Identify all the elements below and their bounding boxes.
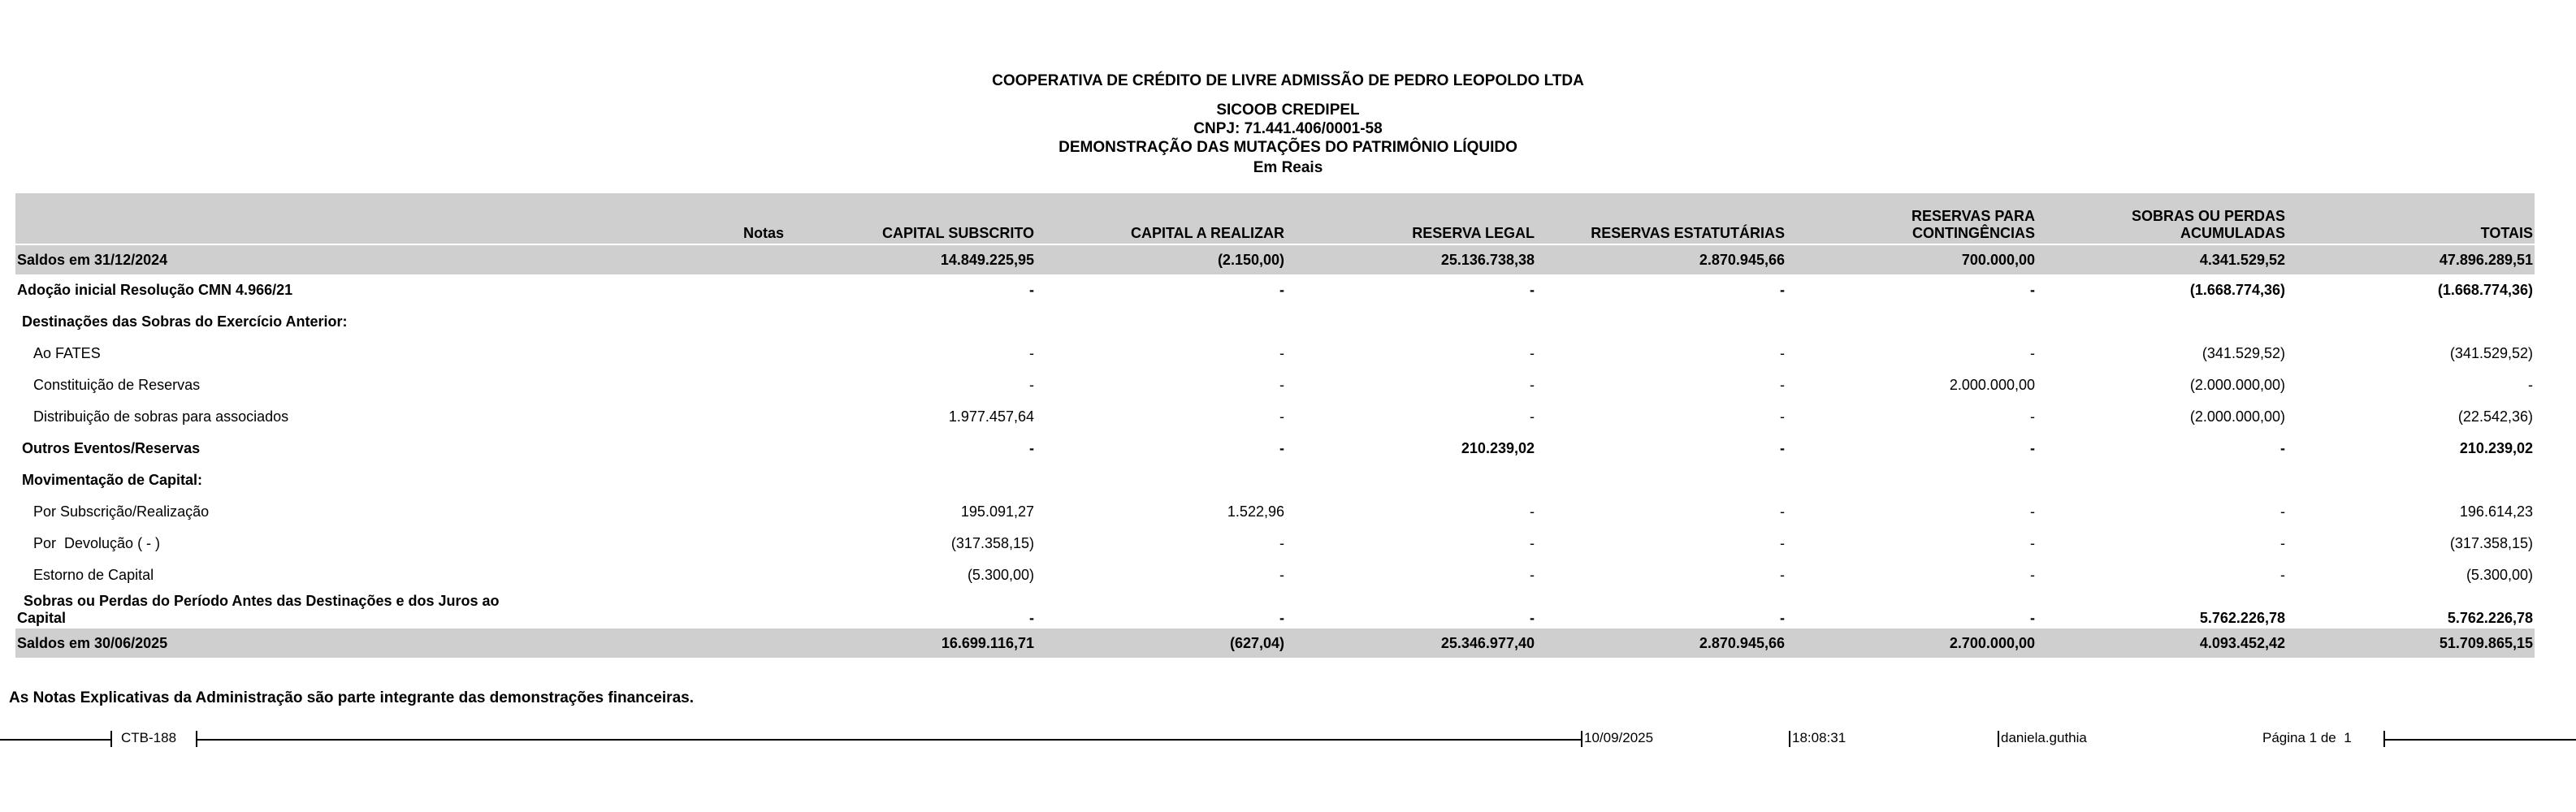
table-header-row [15, 193, 2535, 244]
table-row [15, 274, 2535, 306]
cell-sobras-perdas: (341.529,52) [2202, 345, 2285, 361]
table-row [15, 433, 2535, 464]
row-label: Estorno de Capital [33, 567, 154, 583]
cell-capital-subscrito: - [1029, 282, 1034, 298]
cell-reserva-legal: - [1530, 567, 1535, 583]
cell-sobras-perdas: (2.000.000,00) [2189, 377, 2285, 393]
footer-tick [1789, 731, 1790, 747]
section-label: Movimentação de Capital: [22, 472, 203, 488]
cell-capital-a-realizar: - [1279, 282, 1284, 298]
cell-sobras-perdas: 5.762.226,78 [2199, 610, 2285, 626]
report-code: CTB-188 [121, 730, 177, 745]
cell-notas [537, 559, 786, 591]
row-label: Por Subscrição/Realização [33, 503, 210, 520]
table-row [15, 591, 2535, 628]
cell-reservas-estatutarias: 2.870.945,66 [1536, 628, 1786, 658]
cell-capital-a-realizar: (627,04) [1036, 628, 1286, 658]
section-row [15, 306, 2535, 338]
brand-name: SICOOB CREDIPEL [1216, 102, 1360, 119]
cell-sobras-perdas: (1.668.774,36) [2189, 282, 2285, 298]
cell-capital-subscrito: 14.849.225,95 [786, 245, 1036, 274]
cell-reservas-contingencias: - [2030, 503, 2035, 520]
cell-capital-subscrito: (317.358,15) [950, 535, 1034, 551]
cell-sobras-perdas: 4.341.529,52 [2037, 245, 2287, 274]
page-number: Página 1 de 1 [2262, 730, 2352, 745]
footer-rule [197, 739, 1581, 741]
table-row [15, 496, 2535, 528]
cell-reserva-legal: 210.239,02 [1461, 440, 1535, 456]
col-capital-subscrito: CAPITAL SUBSCRITO [786, 193, 1036, 244]
cell-notas [537, 628, 786, 658]
cell-sobras-perdas: - [2280, 567, 2285, 583]
footer-tick [1581, 731, 1582, 747]
cell-reservas-estatutarias: - [1780, 535, 1785, 551]
table-row [15, 401, 2535, 433]
cell-capital-a-realizar: - [1279, 610, 1284, 626]
cell-capital-subscrito: 195.091,27 [960, 503, 1034, 520]
cell-capital-subscrito: - [1029, 377, 1034, 393]
cell-reservas-contingencias: 700.000,00 [1786, 245, 2037, 274]
cell-totais: 196.614,23 [2459, 503, 2533, 520]
col-reservas-contingencias [1786, 193, 2037, 244]
cell-reservas-estatutarias: - [1780, 345, 1785, 361]
cell-sobras-perdas: (2.000.000,00) [2189, 408, 2285, 425]
cell-capital-a-realizar: - [1279, 535, 1284, 551]
cell-capital-a-realizar: 1.522,96 [1227, 503, 1284, 520]
cell-capital-a-realizar: - [1279, 567, 1284, 583]
row-label: Outros Eventos/Reservas [22, 440, 201, 456]
cell-reservas-contingencias: - [2030, 282, 2035, 298]
cell-capital-a-realizar: (2.150,00) [1036, 245, 1286, 274]
col-sobras-perdas-line1: SOBRAS OU PERDAS [2131, 208, 2285, 224]
statement-title: DEMONSTRAÇÃO DAS MUTAÇÕES DO PATRIMÔNIO LÍQUIDO [1059, 139, 1517, 156]
cell-sobras-perdas: - [2280, 440, 2285, 456]
row-label: Por Devolução ( - ) [33, 535, 161, 551]
footer-rule [0, 739, 110, 741]
col-sobras-perdas [2037, 193, 2287, 244]
cell-notas [537, 433, 786, 464]
cell-capital-subscrito: 16.699.116,71 [786, 628, 1036, 658]
row-label: Saldos em 30/06/2025 [15, 628, 537, 658]
col-sobras-perdas-line2: ACUMULADAS [2180, 225, 2285, 241]
cell-totais: 51.709.865,15 [2287, 628, 2535, 658]
footer-tick [110, 731, 112, 747]
cell-capital-a-realizar: - [1279, 440, 1284, 456]
col-capital-a-realizar: CAPITAL A REALIZAR [1036, 193, 1286, 244]
cell-reservas-contingencias: - [2030, 567, 2035, 583]
cell-sobras-perdas: - [2280, 503, 2285, 520]
cell-totais: (1.668.774,36) [2437, 282, 2533, 298]
row-label-line2: Capital [17, 610, 67, 626]
cell-totais: 47.896.289,51 [2287, 245, 2535, 274]
col-reservas-contingencias-line1: RESERVAS PARA [1911, 208, 2035, 224]
cell-sobras-perdas: - [2280, 535, 2285, 551]
section-row [15, 464, 2535, 496]
equity-changes-table [15, 193, 2535, 658]
table-row [15, 559, 2535, 591]
cell-sobras-perdas: 4.093.452,42 [2037, 628, 2287, 658]
table-row [15, 245, 2535, 274]
row-label: Distribuição de sobras para associados [33, 408, 289, 425]
cell-totais: - [2528, 377, 2533, 393]
cell-reserva-legal: - [1530, 535, 1535, 551]
cell-capital-subscrito: (5.300,00) [967, 567, 1034, 583]
cell-totais: 5.762.226,78 [2447, 610, 2533, 626]
cell-reservas-contingencias: - [2030, 345, 2035, 361]
cell-reservas-contingencias: 2.000.000,00 [1949, 377, 2035, 393]
cell-notas [537, 401, 786, 433]
row-label: Constituição de Reservas [33, 377, 201, 393]
cell-reservas-estatutarias: - [1780, 610, 1785, 626]
cell-notas [537, 369, 786, 401]
cell-capital-subscrito: - [1029, 440, 1034, 456]
cell-totais: (341.529,52) [2449, 345, 2533, 361]
cell-notas [537, 245, 786, 274]
cell-notas [537, 591, 786, 628]
header-blank [15, 193, 537, 244]
footer-rule [2385, 739, 2576, 741]
cell-capital-subscrito: 1.977.457,64 [948, 408, 1034, 425]
table-row [15, 338, 2535, 369]
print-time: 18:08:31 [1792, 730, 1846, 745]
cell-reserva-legal: - [1530, 408, 1535, 425]
cell-reservas-estatutarias: - [1780, 377, 1785, 393]
row-label: Ao FATES [33, 345, 101, 361]
cell-reserva-legal: - [1530, 282, 1535, 298]
cell-notas [537, 338, 786, 369]
table-row [15, 369, 2535, 401]
col-reservas-contingencias-line2: CONTINGÊNCIAS [1911, 225, 2035, 241]
currency-unit: Em Reais [1253, 159, 1323, 176]
cell-totais: (22.542,36) [2457, 408, 2533, 425]
row-label [15, 591, 537, 628]
cell-reservas-estatutarias: - [1780, 567, 1785, 583]
col-reserva-legal: RESERVA LEGAL [1286, 193, 1536, 244]
cell-reserva-legal: - [1530, 377, 1535, 393]
cell-reservas-estatutarias: - [1780, 282, 1785, 298]
cell-reserva-legal: - [1530, 610, 1535, 626]
cnpj: CNPJ: 71.441.406/0001-58 [1193, 120, 1383, 137]
cell-reserva-legal: 25.346.977,40 [1286, 628, 1536, 658]
cell-totais: (5.300,00) [2466, 567, 2533, 583]
cell-capital-a-realizar: - [1279, 377, 1284, 393]
cell-reservas-contingencias: 2.700.000,00 [1786, 628, 2037, 658]
cell-reservas-contingencias: - [2030, 610, 2035, 626]
row-label-line1: Sobras ou Perdas do Período Antes das Destinações e dos Juros ao [24, 593, 500, 609]
section-label: Destinações das Sobras do Exercício Anterior: [22, 313, 348, 330]
cell-capital-a-realizar: - [1279, 345, 1284, 361]
col-reservas-estatutarias: RESERVAS ESTATUTÁRIAS [1536, 193, 1786, 244]
cell-totais: (317.358,15) [2449, 535, 2533, 551]
cell-reservas-estatutarias: - [1780, 440, 1785, 456]
cell-notas [537, 274, 786, 306]
cell-reserva-legal: - [1530, 345, 1535, 361]
cell-reservas-estatutarias: - [1780, 408, 1785, 425]
cell-notas [537, 528, 786, 559]
cell-capital-a-realizar: - [1279, 408, 1284, 425]
row-label: Saldos em 31/12/2024 [15, 245, 537, 274]
cell-capital-subscrito: - [1029, 610, 1034, 626]
footnote: As Notas Explicativas da Administração são parte integrante das demonstrações financeiras. [9, 689, 694, 706]
footer-tick [1998, 731, 1999, 747]
cell-reservas-estatutarias: - [1780, 503, 1785, 520]
col-notas: Notas [537, 193, 786, 244]
cell-reservas-estatutarias: 2.870.945,66 [1536, 245, 1786, 274]
cell-reserva-legal: 25.136.738,38 [1286, 245, 1536, 274]
cell-reservas-contingencias: - [2030, 535, 2035, 551]
cell-reservas-contingencias: - [2030, 408, 2035, 425]
report-footer [0, 728, 2576, 750]
cell-reserva-legal: - [1530, 503, 1535, 520]
cell-totais: 210.239,02 [2459, 440, 2533, 456]
table-row [15, 628, 2535, 658]
row-label: Adoção inicial Resolução CMN 4.966/21 [17, 282, 293, 298]
print-date: 10/09/2025 [1584, 730, 1654, 745]
table-row [15, 528, 2535, 559]
col-totais: TOTAIS [2287, 193, 2535, 244]
cell-capital-subscrito: - [1029, 345, 1034, 361]
cell-reservas-contingencias: - [2030, 440, 2035, 456]
company-name: COOPERATIVA DE CRÉDITO DE LIVRE ADMISSÃO DE PEDRO LEOPOLDO LTDA [992, 72, 1584, 89]
cell-notas [537, 496, 786, 528]
print-user: daniela.guthia [2001, 730, 2087, 745]
